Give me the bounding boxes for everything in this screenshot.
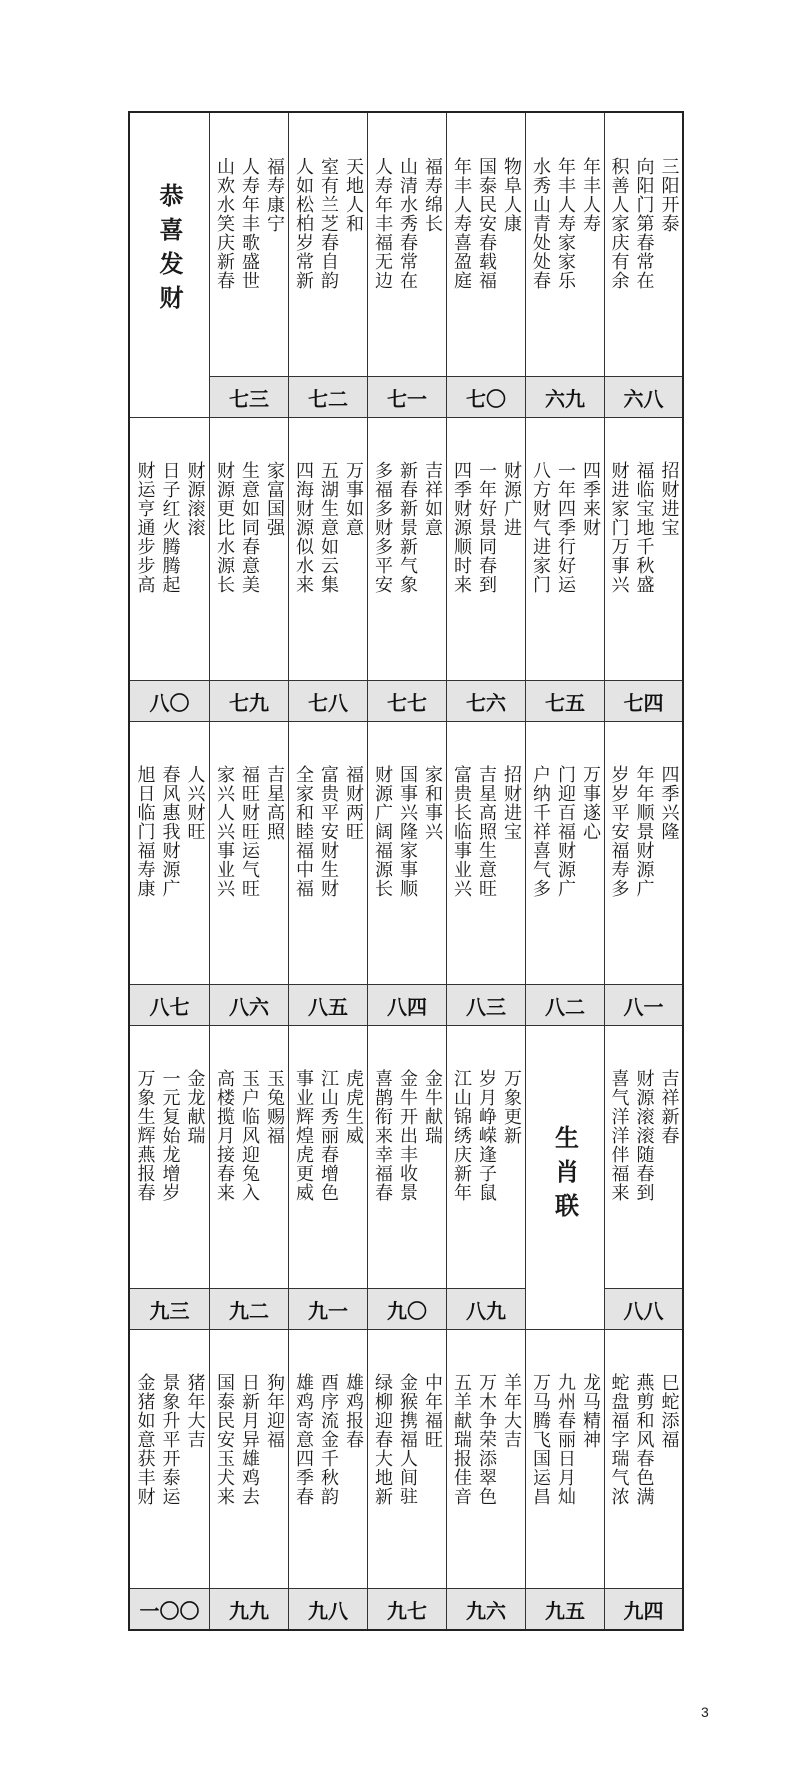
couplet-upper-line: 江山秀丽春增色 bbox=[318, 1069, 339, 1202]
couplet-heading: 财源滚滚 bbox=[184, 461, 206, 537]
couplet-upper-line: 国泰民安春载福 bbox=[476, 157, 497, 290]
title-cell bbox=[130, 113, 210, 417]
couplet-upper-line: 门迎百福财源广 bbox=[555, 765, 576, 898]
couplet-upper-line: 日子红火腾腾起 bbox=[159, 461, 181, 594]
couplet-number: 八四 bbox=[368, 984, 446, 1025]
couplet-heading: 人兴财旺 bbox=[184, 765, 206, 841]
couplet-upper-line: 九州春丽日月灿 bbox=[555, 1373, 576, 1506]
couplet-upper-line: 日新月异雄鸡去 bbox=[239, 1373, 260, 1506]
couplet-cell bbox=[447, 417, 526, 721]
couplet-cell bbox=[289, 1329, 368, 1629]
couplet-cell bbox=[526, 1329, 605, 1629]
couplet-lower-line: 全家和睦福中福 bbox=[293, 765, 314, 898]
couplet-number: 八五 bbox=[289, 984, 367, 1025]
couplet-cell bbox=[447, 721, 526, 1025]
couplet-upper-line: 年年顺景财源广 bbox=[633, 765, 655, 898]
couplet-lower-line: 喜气洋洋伴福来 bbox=[608, 1069, 630, 1202]
couplet-cell bbox=[447, 1025, 526, 1329]
couplet-lower-line: 事业辉煌虎更威 bbox=[293, 1069, 314, 1202]
couplet-number: 八七 bbox=[130, 984, 209, 1025]
couplet-cell bbox=[605, 417, 682, 721]
couplet-number: 九六 bbox=[447, 1588, 525, 1629]
couplet-heading: 年丰人寿 bbox=[580, 157, 601, 233]
couplet-upper-line: 山清水秀春常在 bbox=[397, 157, 418, 290]
couplet-lower-line: 高楼揽月接春来 bbox=[214, 1069, 235, 1202]
couplet-heading: 天地人和 bbox=[343, 157, 364, 233]
couplet-heading: 万象更新 bbox=[501, 1069, 522, 1145]
couplet-heading: 家和事兴 bbox=[422, 765, 443, 841]
couplet-cell bbox=[447, 113, 526, 417]
couplet-cell bbox=[130, 721, 210, 1025]
couplet-lower-line: 万象生辉燕报春 bbox=[134, 1069, 156, 1202]
couplet-cell bbox=[605, 1025, 682, 1329]
couplet-lower-line: 江山锦绣庆新年 bbox=[451, 1069, 472, 1202]
couplet-cell bbox=[368, 721, 447, 1025]
couplet-upper-line: 年丰人寿家家乐 bbox=[555, 157, 576, 290]
couplet-number: 七四 bbox=[605, 680, 682, 721]
couplet-cell bbox=[447, 1329, 526, 1629]
section-title: 生肖联 bbox=[550, 1125, 580, 1227]
couplet-lower-line: 五羊献瑞报佳音 bbox=[451, 1373, 472, 1506]
couplet-number: 七〇 bbox=[447, 376, 525, 417]
couplet-heading: 龙马精神 bbox=[580, 1373, 601, 1449]
couplet-heading: 财源广进 bbox=[501, 461, 522, 537]
couplet-lower-line: 年丰人寿喜盈庭 bbox=[451, 157, 472, 290]
couplet-lower-line: 家兴人兴事业兴 bbox=[214, 765, 235, 898]
couplet-heading: 狗年迎福 bbox=[264, 1373, 285, 1449]
couplet-lower-line: 人寿年丰福无边 bbox=[372, 157, 393, 290]
couplet-upper-line: 金猴携福人间驻 bbox=[397, 1373, 418, 1506]
couplet-upper-line: 向阳门第春常在 bbox=[633, 157, 655, 290]
couplet-heading: 四季兴隆 bbox=[658, 765, 680, 841]
couplet-upper-line: 玉户临风迎兔入 bbox=[239, 1069, 260, 1202]
couplet-number: 八三 bbox=[447, 984, 525, 1025]
couplet-lower-line: 财源广阔福源长 bbox=[372, 765, 393, 898]
couplet-cell bbox=[210, 1329, 289, 1629]
couplet-lower-line: 八方财气进家门 bbox=[530, 461, 551, 594]
couplet-lower-line: 人如松柏岁常新 bbox=[293, 157, 314, 290]
couplet-upper-line: 室有兰芝春自韵 bbox=[318, 157, 339, 290]
couplet-upper-line: 人寿年丰歌盛世 bbox=[239, 157, 260, 290]
couplet-cell bbox=[526, 721, 605, 1025]
couplet-heading: 猪年大吉 bbox=[184, 1373, 206, 1449]
couplet-number: 八六 bbox=[210, 984, 288, 1025]
couplet-cell bbox=[605, 1329, 682, 1629]
couplet-heading: 福财两旺 bbox=[343, 765, 364, 841]
couplet-number: 七六 bbox=[447, 680, 525, 721]
couplet-lower-line: 国泰民安玉犬来 bbox=[214, 1373, 235, 1506]
couplet-cell bbox=[289, 1025, 368, 1329]
couplet-table bbox=[128, 111, 684, 1631]
couplet-upper-line: 一元复始龙增岁 bbox=[159, 1069, 181, 1202]
couplet-cell bbox=[289, 721, 368, 1025]
couplet-heading: 虎虎生威 bbox=[343, 1069, 364, 1145]
couplet-cell bbox=[368, 417, 447, 721]
couplet-cell bbox=[210, 417, 289, 721]
couplet-heading: 金龙献瑞 bbox=[184, 1069, 206, 1145]
couplet-heading: 羊年大吉 bbox=[501, 1373, 522, 1449]
couplet-lower-line: 旭日临门福寿康 bbox=[134, 765, 156, 898]
couplet-upper-line: 燕剪和风春色满 bbox=[633, 1373, 655, 1506]
couplet-heading: 三阳开泰 bbox=[658, 157, 680, 233]
couplet-lower-line: 喜鹊衔来幸福春 bbox=[372, 1069, 393, 1202]
couplet-number: 七二 bbox=[289, 376, 367, 417]
couplet-heading: 万事遂心 bbox=[580, 765, 601, 841]
couplet-heading: 玉兔赐福 bbox=[264, 1069, 285, 1145]
couplet-lower-line: 财运亨通步步高 bbox=[134, 461, 156, 594]
couplet-cell bbox=[289, 113, 368, 417]
couplet-number: 七七 bbox=[368, 680, 446, 721]
couplet-heading: 四季来财 bbox=[580, 461, 601, 537]
couplet-cell bbox=[130, 417, 210, 721]
couplet-heading: 金牛献瑞 bbox=[422, 1069, 443, 1145]
couplet-heading: 吉星高照 bbox=[264, 765, 285, 841]
couplet-lower-line: 雄鸡寄意四季春 bbox=[293, 1373, 314, 1506]
couplet-number: 七八 bbox=[289, 680, 367, 721]
couplet-number: 七一 bbox=[368, 376, 446, 417]
couplet-number: 七九 bbox=[210, 680, 288, 721]
couplet-number: 九五 bbox=[526, 1588, 604, 1629]
couplet-upper-line: 五湖生意如云集 bbox=[318, 461, 339, 594]
couplet-heading: 吉祥如意 bbox=[422, 461, 443, 537]
couplet-upper-line: 万木争荣添翠色 bbox=[476, 1373, 497, 1506]
couplet-number: 九二 bbox=[210, 1288, 288, 1329]
couplet-upper-line: 金牛开出丰收景 bbox=[397, 1069, 418, 1202]
couplet-lower-line: 四季财源顺时来 bbox=[451, 461, 472, 594]
couplet-heading: 招财进宝 bbox=[501, 765, 522, 841]
couplet-number: 八二 bbox=[526, 984, 604, 1025]
couplet-cell bbox=[289, 417, 368, 721]
couplet-upper-line: 一年四季行好运 bbox=[555, 461, 576, 594]
couplet-upper-line: 富贵平安财生财 bbox=[318, 765, 339, 898]
couplet-heading: 巳蛇添福 bbox=[658, 1373, 680, 1449]
couplet-number: 七三 bbox=[210, 376, 288, 417]
couplet-lower-line: 金猪如意获丰财 bbox=[134, 1373, 156, 1506]
couplet-lower-line: 财进家门万事兴 bbox=[608, 461, 630, 594]
couplet-number: 八八 bbox=[605, 1288, 682, 1329]
couplet-heading: 家富国强 bbox=[264, 461, 285, 537]
couplet-number: 六九 bbox=[526, 376, 604, 417]
couplet-upper-line: 酉序流金千秋韵 bbox=[318, 1373, 339, 1506]
couplet-heading: 招财进宝 bbox=[658, 461, 680, 537]
couplet-upper-line: 国事兴隆家事顺 bbox=[397, 765, 418, 898]
couplet-lower-line: 户纳千祥喜气多 bbox=[530, 765, 551, 898]
couplet-number: 八一 bbox=[605, 984, 682, 1025]
couplet-number: 九四 bbox=[605, 1588, 682, 1629]
couplet-lower-line: 四海财源似水来 bbox=[293, 461, 314, 594]
couplet-heading: 吉祥新春 bbox=[658, 1069, 680, 1145]
couplet-lower-line: 万马腾飞国运昌 bbox=[530, 1373, 551, 1506]
couplet-cell bbox=[605, 113, 682, 417]
couplet-cell bbox=[210, 113, 289, 417]
couplet-upper-line: 一年好景同春到 bbox=[476, 461, 497, 594]
couplet-number: 九八 bbox=[289, 1588, 367, 1629]
title-cell bbox=[526, 1025, 605, 1329]
couplet-upper-line: 春风惠我财源广 bbox=[159, 765, 181, 898]
couplet-lower-line: 岁岁平安福寿多 bbox=[608, 765, 630, 898]
couplet-lower-line: 山欢水笑庆新春 bbox=[214, 157, 235, 290]
couplet-lower-line: 水秀山青处处春 bbox=[530, 157, 551, 290]
couplet-cell bbox=[210, 1025, 289, 1329]
couplet-lower-line: 富贵长临事业兴 bbox=[451, 765, 472, 898]
couplet-cell bbox=[368, 1025, 447, 1329]
couplet-lower-line: 绿柳迎春大地新 bbox=[372, 1373, 393, 1506]
couplet-heading: 雄鸡报春 bbox=[343, 1373, 364, 1449]
couplet-heading: 中年福旺 bbox=[422, 1373, 443, 1449]
couplet-number: 一〇〇 bbox=[130, 1588, 209, 1629]
couplet-cell bbox=[368, 113, 447, 417]
couplet-cell bbox=[368, 1329, 447, 1629]
couplet-cell bbox=[526, 113, 605, 417]
couplet-cell bbox=[526, 417, 605, 721]
couplet-number: 九九 bbox=[210, 1588, 288, 1629]
couplet-heading: 福寿康宁 bbox=[264, 157, 285, 233]
couplet-cell bbox=[130, 1329, 210, 1629]
couplet-upper-line: 吉星高照生意旺 bbox=[476, 765, 497, 898]
couplet-upper-line: 财源滚滚随春到 bbox=[633, 1069, 655, 1202]
couplet-cell bbox=[605, 721, 682, 1025]
couplet-number: 九七 bbox=[368, 1588, 446, 1629]
couplet-number: 九三 bbox=[130, 1288, 209, 1329]
couplet-number: 六八 bbox=[605, 376, 682, 417]
couplet-heading: 物阜人康 bbox=[501, 157, 522, 233]
couplet-number: 九一 bbox=[289, 1288, 367, 1329]
couplet-upper-line: 新春新景新气象 bbox=[397, 461, 418, 594]
couplet-lower-line: 积善人家庆有余 bbox=[608, 157, 630, 290]
couplet-cell bbox=[130, 1025, 210, 1329]
couplet-number: 七五 bbox=[526, 680, 604, 721]
couplet-upper-line: 岁月峥嵘逢子鼠 bbox=[476, 1069, 497, 1202]
page-number: 3 bbox=[701, 1704, 709, 1720]
couplet-lower-line: 多福多财多平安 bbox=[372, 461, 393, 594]
couplet-number: 八〇 bbox=[130, 680, 209, 721]
couplet-heading: 福寿绵长 bbox=[422, 157, 443, 233]
couplet-lower-line: 蛇盘福字瑞气浓 bbox=[608, 1373, 630, 1506]
couplet-number: 九〇 bbox=[368, 1288, 446, 1329]
couplet-lower-line: 财源更比水源长 bbox=[214, 461, 235, 594]
section-title: 恭喜发财 bbox=[155, 183, 184, 319]
couplet-heading: 万事如意 bbox=[343, 461, 364, 537]
couplet-upper-line: 福旺财旺运气旺 bbox=[239, 765, 260, 898]
couplet-upper-line: 景象升平开泰运 bbox=[159, 1373, 181, 1506]
couplet-number: 八九 bbox=[447, 1288, 525, 1329]
couplet-cell bbox=[210, 721, 289, 1025]
couplet-upper-line: 福临宝地千秋盛 bbox=[633, 461, 655, 594]
couplet-upper-line: 生意如同春意美 bbox=[239, 461, 260, 594]
